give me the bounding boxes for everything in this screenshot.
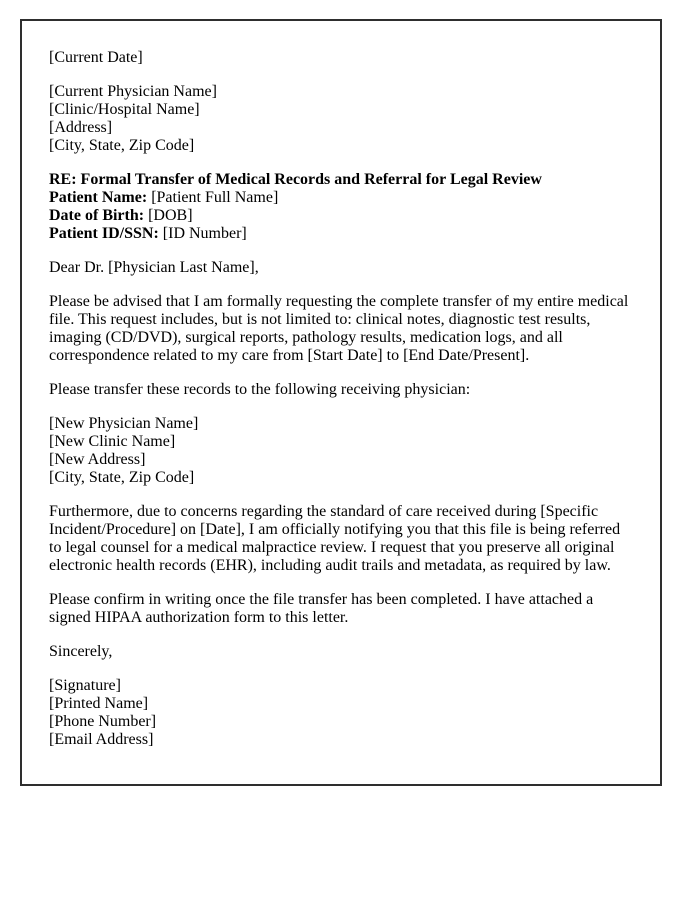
- date-of-birth-line: [49, 207, 633, 225]
- recipient-address: [New Address]: [49, 451, 146, 468]
- signature-block: [49, 677, 633, 749]
- recipient-address-block: [49, 415, 633, 487]
- sender-city-state-zip: [City, State, Zip Code]: [49, 137, 195, 154]
- sender-address: [Address]: [49, 119, 113, 136]
- subject-patient-block: [49, 171, 633, 243]
- patient-name-label: Patient Name:: [49, 189, 148, 206]
- date-line: [Current Date]: [49, 49, 143, 66]
- signature-line: [Signature]: [49, 677, 121, 694]
- patient-id-label: Patient ID/SSN:: [49, 225, 159, 242]
- closing-line: Sincerely,: [49, 643, 113, 660]
- body-paragraph-legal-notice: Furthermore, due to concerns regarding the standard of care received during [Specific Incident/Procedure] on [Date], I am officially notifying you that this file is being referred to legal counsel for a medical malpractice review. I request that you preserve all original electronic health records (EHR), including audit trails and metadata, as required by law.: [49, 503, 621, 574]
- email-address-line: [Email Address]: [49, 731, 154, 748]
- sender-physician-name: [Current Physician Name]: [49, 83, 217, 100]
- recipient-physician-name: [New Physician Name]: [49, 415, 199, 432]
- date-of-birth-value: [DOB]: [144, 207, 193, 224]
- patient-id-value: [ID Number]: [158, 225, 247, 242]
- sender-address-block: [49, 83, 633, 155]
- date-of-birth-label: Date of Birth:: [49, 207, 145, 224]
- patient-id-line: [49, 225, 633, 243]
- letter-page: [20, 19, 662, 786]
- body-paragraph-transfer-intro: Please transfer these records to the following receiving physician:: [49, 381, 471, 398]
- recipient-city-state-zip: [City, State, Zip Code]: [49, 469, 195, 486]
- subject-line: RE: Formal Transfer of Medical Records and Referral for Legal Review: [49, 171, 542, 188]
- patient-name-line: [49, 189, 633, 207]
- sender-clinic-name: [Clinic/Hospital Name]: [49, 101, 200, 118]
- patient-name-value: [Patient Full Name]: [147, 189, 279, 206]
- salutation-line: Dear Dr. [Physician Last Name],: [49, 259, 259, 276]
- body-paragraph-records-request: Please be advised that I am formally requesting the complete transfer of my entire medical file. This request includes, but is not limited to: clinical notes, diagnostic test results, imaging (CD/DVD), surgical reports, pathology results, medication logs, and all correspondence related to my care from [Start Date] to [End Date/Present].: [49, 293, 629, 364]
- recipient-clinic-name: [New Clinic Name]: [49, 433, 176, 450]
- phone-number-line: [Phone Number]: [49, 713, 157, 730]
- body-paragraph-confirmation: Please confirm in writing once the file transfer has been completed. I have attached a signed HIPAA authorization form to this letter.: [49, 591, 594, 626]
- printed-name-line: [Printed Name]: [49, 695, 149, 712]
